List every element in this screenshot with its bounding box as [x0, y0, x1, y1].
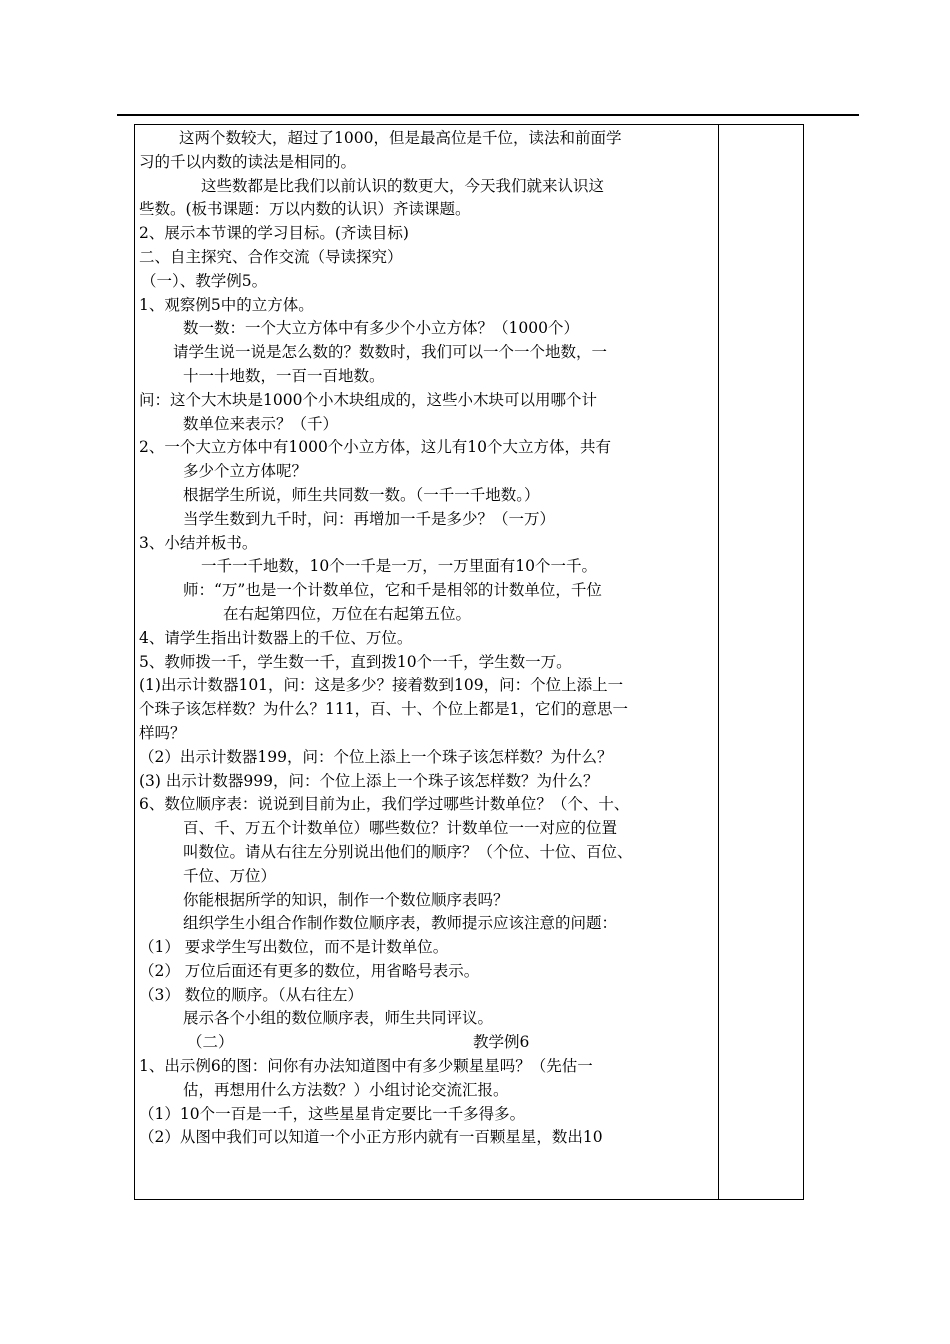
text-line: 5、教师拨一千，学生数一千，直到拨10个一千，学生数一万。 — [139, 652, 572, 671]
text-line: 这些数都是比我们以前认识的数更大，今天我们就来认识这 — [201, 176, 605, 195]
text-line: 2、一个大立方体中有1000个小立方体，这儿有10个大立方体，共有 — [139, 438, 612, 457]
text-line: （1） 要求学生写出数位，而不是计数单位。 — [139, 938, 449, 957]
text-line: 一千一千地数，10个一千是一万，一万里面有10个一千。 — [201, 557, 597, 576]
header-rule — [117, 114, 859, 116]
text-line: （3） 数位的顺序。（从右往左） — [139, 985, 364, 1004]
text-line: 根据学生所说，师生共同数一数。（一千一千地数。） — [183, 485, 540, 504]
section-heading-row — [139, 1031, 715, 1055]
text-line: 估，再想用什么方法数？）小组讨论交流汇报。 — [183, 1080, 509, 1099]
text-line: 数一数：一个大立方体中有多少个小立方体？（1000个） — [183, 319, 579, 338]
text-line: （2）出示计数器199，问：个位上添上一个珠子该怎样数？为什么？ — [139, 747, 613, 766]
text-line: 这两个数较大，超过了1000，但是最高位是千位，读法和前面学 — [179, 129, 622, 147]
section-number: （二） — [187, 1033, 234, 1052]
text-line: 展示各个小组的数位顺序表，师生共同评议。 — [183, 1009, 494, 1028]
text-line: 2、展示本节课的学习目标。(齐读目标) — [139, 224, 409, 243]
section-title: 教学例6 — [473, 1033, 530, 1052]
text-line: 多少个立方体呢？ — [183, 462, 308, 481]
text-line: 二、自主探究、合作交流（导读探究） — [139, 247, 403, 266]
lesson-content — [139, 127, 715, 1150]
column-divider — [718, 125, 719, 1199]
text-line: 些数。(板书课题：万以内数的认识）齐读课题。 — [139, 200, 471, 219]
text-line: 3、小结并板书。 — [139, 533, 258, 552]
text-line: 千位、万位） — [183, 866, 277, 885]
text-line: 当学生数到九千时，问：再增加一千是多少？（一万） — [183, 509, 556, 528]
text-line: 十一十地数，一百一百地数。 — [183, 366, 385, 385]
text-line: 样吗？ — [139, 723, 186, 742]
text-line: 百、千、万五个计数单位）哪些数位？计数单位一一对应的位置 — [183, 819, 618, 838]
text-line: 叫数位。请从右往左分别说出他们的顺序？（个位、十位、百位、 — [183, 842, 633, 861]
text-line: (3) 出示计数器999，问：个位上添上一个珠子该怎样数？为什么？ — [139, 771, 599, 790]
text-line: 6、数位顺序表：说说到目前为止，我们学过哪些计数单位？（个、十、 — [139, 795, 630, 814]
text-line: 1、观察例5中的立方体。 — [139, 295, 314, 314]
text-line: 在右起第四位，万位在右起第五位。 — [223, 604, 472, 623]
text-line: 习的千以内数的读法是相同的。 — [139, 152, 357, 171]
text-line: 问：这个大木块是1000个小木块组成的，这些小木块可以用哪个计 — [139, 390, 597, 409]
text-line: 数单位来表示？（千） — [183, 414, 339, 433]
text-line: （2）从图中我们可以知道一个小正方形内就有一百颗星星，数出10 — [139, 1128, 603, 1147]
text-line: (1)出示计数器101，问：这是多少？接着数到109，问：个位上添上一 — [139, 676, 624, 695]
text-line: （一）、教学例5。 — [141, 271, 268, 290]
text-line: （2） 万位后面还有更多的数位，用省略号表示。 — [139, 961, 480, 980]
text-line: 4、请学生指出计数器上的千位、万位。 — [139, 628, 413, 647]
text-line: 请学生说一说是怎么数的？数数时，我们可以一个一个地数，一 — [173, 343, 608, 362]
text-line: 师：“万”也是一个计数单位，它和千是相邻的计数单位，千位 — [183, 581, 602, 600]
text-line: 1、出示例6的图：问你有办法知道图中有多少颗星星吗？（先估一 — [139, 1057, 593, 1076]
lesson-table — [134, 124, 804, 1200]
text-line: （1）10个一百是一千，这些星星肯定要比一千多得多。 — [139, 1104, 526, 1123]
text-line: 组织学生小组合作制作数位顺序表，教师提示应该注意的问题： — [183, 914, 618, 933]
text-line: 你能根据所学的知识，制作一个数位顺序表吗？ — [183, 890, 509, 909]
text-line: 个珠子该怎样数？为什么？111，百、十、个位上都是1，它们的意思一 — [139, 700, 628, 719]
